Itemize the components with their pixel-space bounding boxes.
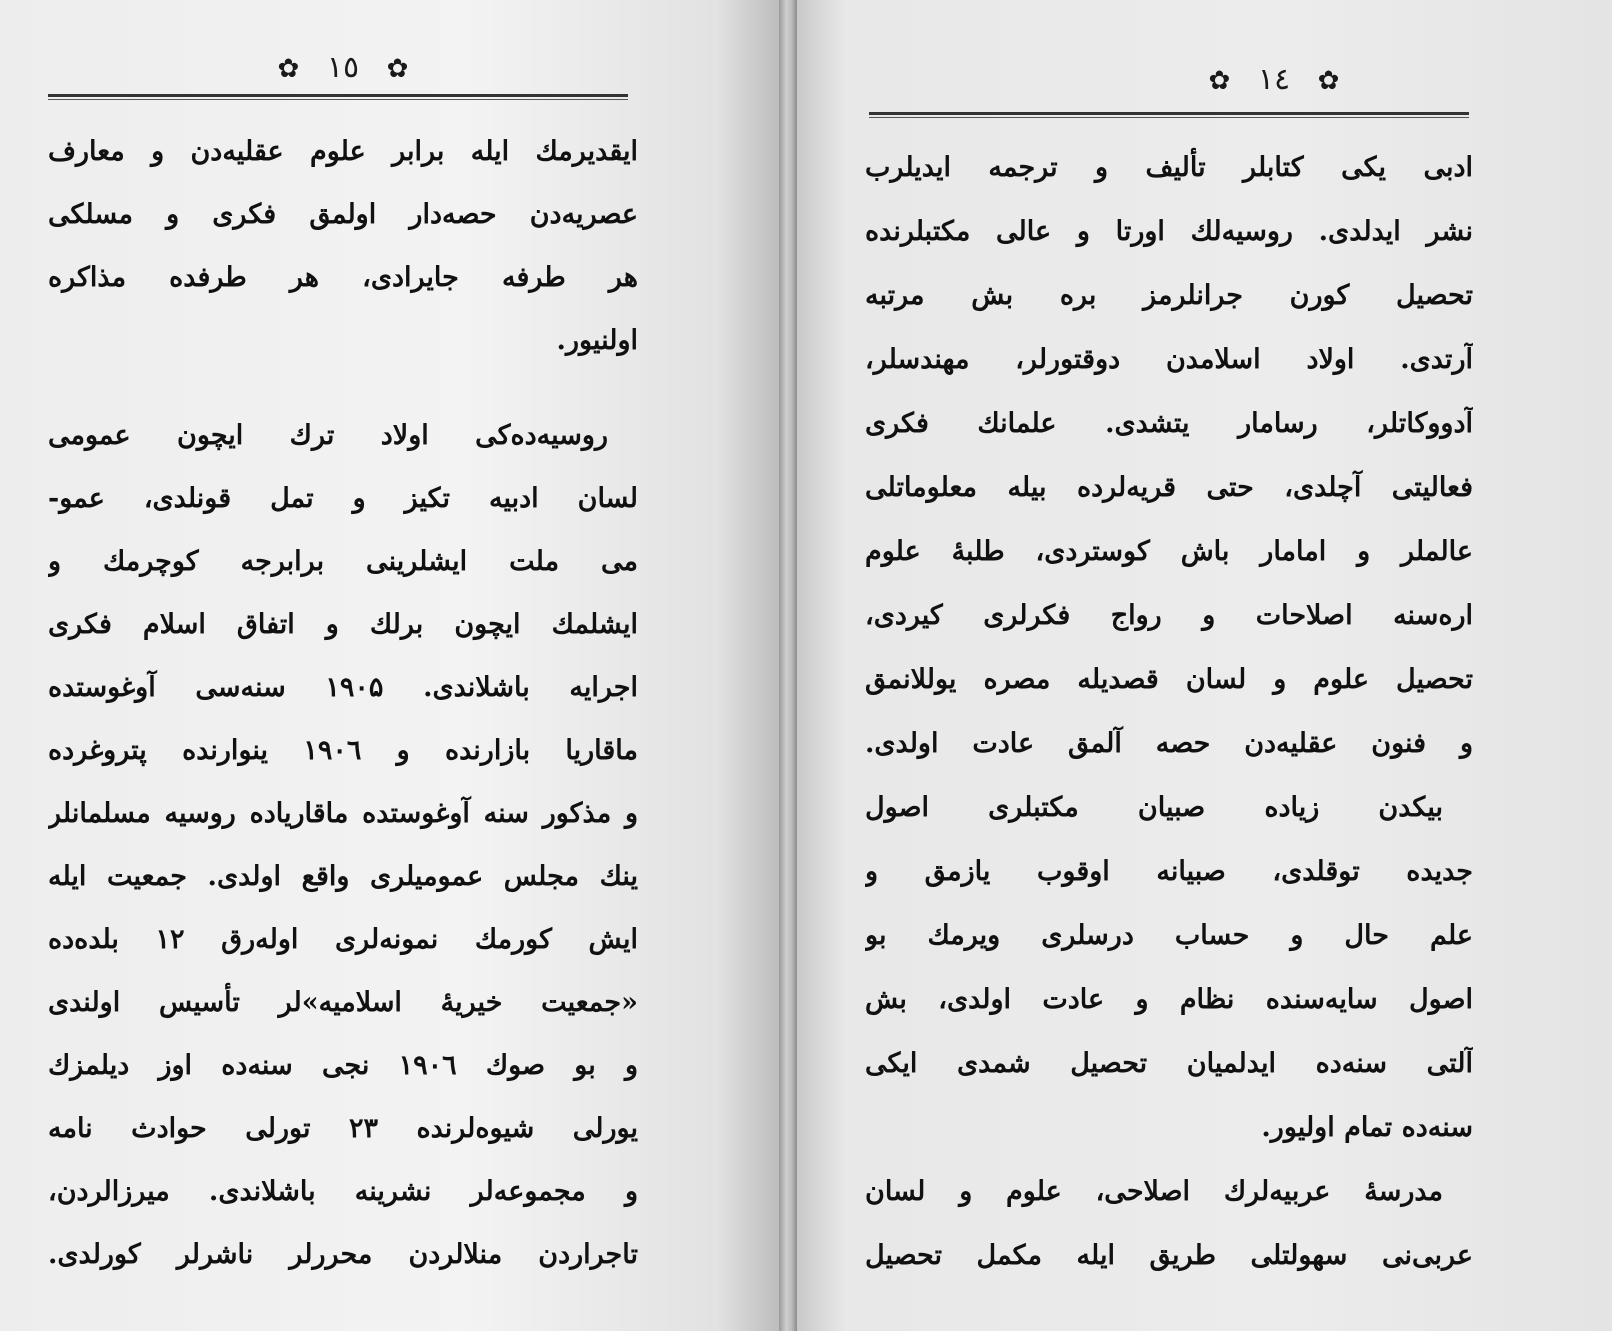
text-line: علم حال و حساب درسلری ویرمك بو xyxy=(865,920,1473,951)
text-line: ایشلمك ایچون برلك و اتفاق اسلام فکری xyxy=(48,609,638,640)
text-line: «جمعیت خیریهٔ اسلامیه»لر تأسیس اولندی xyxy=(48,987,638,1018)
text-line: سنه‌ده تمام اولیور. xyxy=(1261,1112,1473,1143)
right-page xyxy=(797,0,1612,1331)
text-line: فعالیتی آچلدی، حتی قریه‌لرده بیله معلوماتلی xyxy=(865,472,1473,503)
text-line: و بو صوك ۱۹۰٦ نجی سنه‌ده اوز دیلمزك xyxy=(48,1050,638,1081)
page-body-text xyxy=(865,136,1473,1288)
text-line: آدووکاتلر، رسامار یتشدی. علمانك فکری xyxy=(865,408,1473,439)
text-line: عربی‌نی سهولتلی طریق ایله مکمل تحصیل xyxy=(865,1240,1473,1271)
page-number: ١٥ xyxy=(326,50,360,85)
page-body-text xyxy=(48,120,638,1286)
left-page xyxy=(0,0,779,1331)
text-line: ینك مجلس عمومیلری واقع اولدی. جمعیت ایله xyxy=(48,861,638,892)
text-line: جدیده توقلدی، صبیانه اوقوب یازمق و xyxy=(865,856,1473,887)
text-line: اصول سایه‌سنده نظام و عادت اولدی، بش xyxy=(865,984,1473,1015)
header-rule xyxy=(48,94,628,100)
flower-ornament-icon: ✿ xyxy=(277,54,300,84)
page-header xyxy=(48,48,638,88)
text-line: لسان ادبیه تکیز و تمل قونلدی، عمو- xyxy=(48,483,638,514)
text-line: اولنیور. xyxy=(556,325,638,356)
text-line: اره‌سنه اصلاحات و رواج فکرلری کیردی، xyxy=(865,600,1473,631)
text-line: مدرسهٔ عربیه‌لرك اصلاحی، علوم و لسان xyxy=(865,1176,1443,1207)
text-line: تاجراردن منلالردن محررلر ناشرلر کورلدی. xyxy=(48,1239,638,1270)
text-line: ماقاریا بازارنده و ۱۹۰٦ ینوارنده پتروغرده xyxy=(48,735,638,766)
text-line: تحصیل علوم و لسان قصدیله مصره یوللانمق xyxy=(865,664,1473,695)
book-gutter xyxy=(779,0,797,1331)
text-line: ادبی یکی کتابلر تألیف و ترجمه ایدیلرب xyxy=(865,152,1473,183)
text-line: آلتی سنه‌ده ایدلمیان تحصیل شمدی ایکی xyxy=(865,1048,1473,1079)
text-line: عصریه‌دن حصه‌دار اولمق فکری و مسلکی xyxy=(48,199,638,230)
text-line: نشر ایدلدی. روسیه‌لك اورتا و عالی مکتبلرنده xyxy=(865,216,1473,247)
text-line: ایش کورمك نمونه‌لری اوله‌رق ۱۲ بلده‌ده xyxy=(48,924,638,955)
page-number: ١٤ xyxy=(1257,62,1291,97)
text-line: آرتدی. اولاد اسلامدن دوقتورلر، مهندسلر، xyxy=(865,344,1473,375)
text-line: هر طرفه جایرادی، هر طرفده مذاکره xyxy=(48,262,638,293)
flower-ornament-icon: ✿ xyxy=(1208,66,1231,96)
text-line: روسیه‌ده‌کی اولاد ترك ایچون عمومی xyxy=(48,420,608,451)
paragraph-gap xyxy=(48,372,638,404)
text-line: می ملت ایشلرینی برابرجه کوچرمك و xyxy=(48,546,638,577)
text-line: اجرایه باشلاندی. ۱۹۰۵ سنه‌سی آوغوستده xyxy=(48,672,638,703)
text-line: عالملر و امامار باش کوستردی، طلبهٔ علوم xyxy=(865,536,1473,567)
text-line: و مذکور سنه آوغوستده ماقاریاده روسیه مسلمانلر xyxy=(48,798,638,829)
page-header xyxy=(1084,60,1464,100)
text-line: یورلی شیوه‌لرنده ۲۳ تورلی حوادث نامه xyxy=(48,1113,638,1144)
text-line: بیکدن زیاده صبیان مکتبلری اصول xyxy=(865,792,1443,823)
text-line: و فنون عقلیه‌دن حصه آلمق عادت اولدی. xyxy=(865,728,1473,759)
text-line: ایقدیرمك ایله برابر علوم عقلیه‌دن و معارف xyxy=(48,136,638,167)
text-line: تحصیل کورن جرانلرمز بره بش مرتبه xyxy=(865,280,1473,311)
flower-ornament-icon: ✿ xyxy=(386,54,409,84)
header-rule xyxy=(869,112,1469,118)
flower-ornament-icon: ✿ xyxy=(1317,66,1340,96)
text-line: و مجموعه‌لر نشرینه باشلاندی. میرزالردن، xyxy=(48,1176,638,1207)
